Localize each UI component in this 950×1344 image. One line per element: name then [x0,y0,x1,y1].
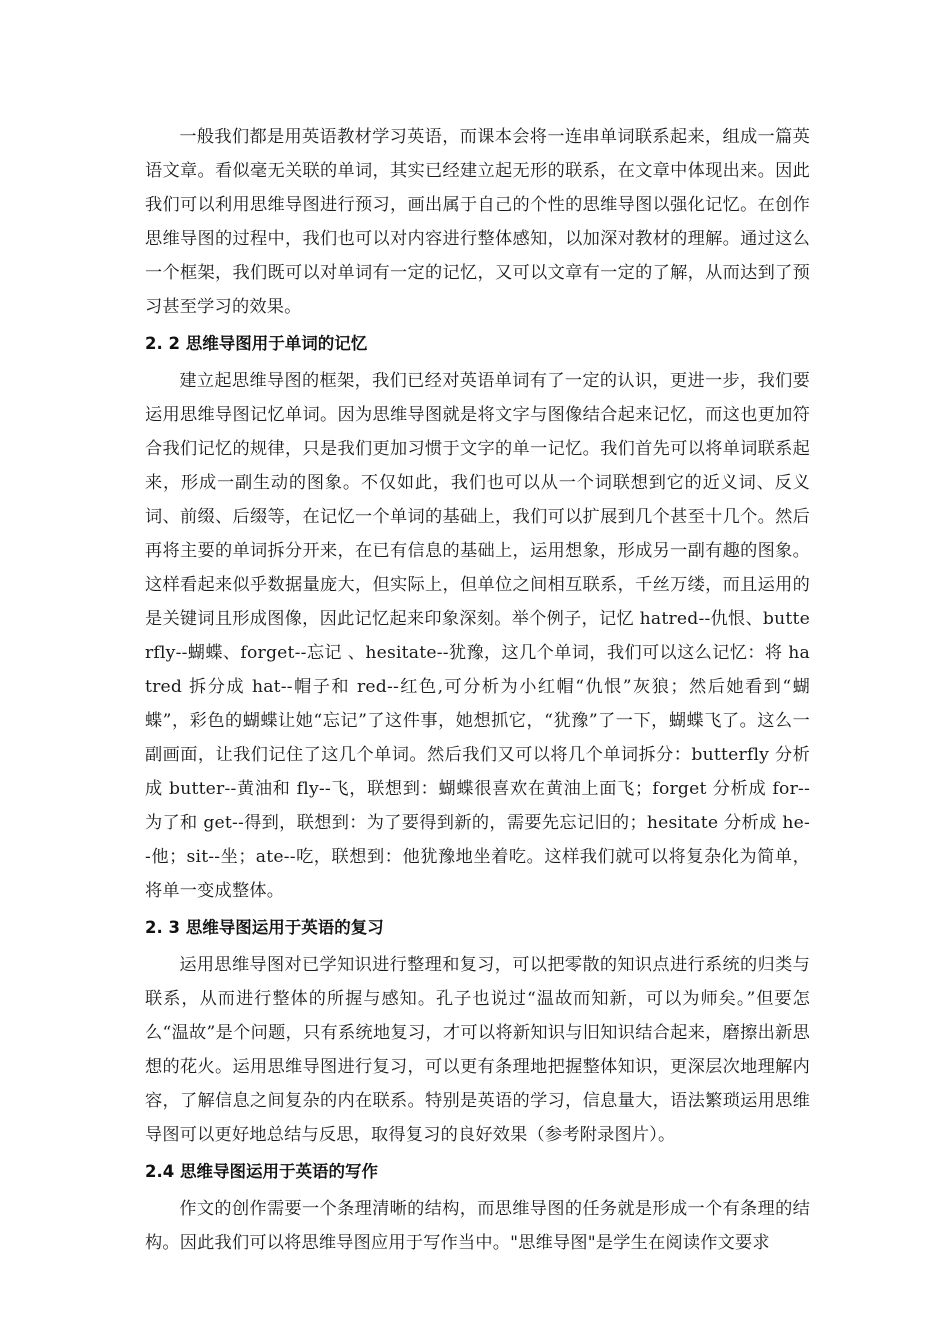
document-body [145,120,810,1260]
paragraph-word-memory: 建立起思维导图的框架，我们已经对英语单词有了一定的认识，更进一步，我们要运用思维导图记忆单词。因为思维导图就是将文字与图像结合起来记忆，而这也更加符合我们记忆的规律，只是我们更加习惯于文字的单一记忆。我们首先可以将单词联系起来，形成一副生动的图象。不仅如此，我们也可以从一个词联想到它的近义词、反义词、前缀、后缀等，在记忆一个单词的基础上，我们可以扩展到几个甚至十几个。然后再将主要的单词拆分开来，在已有信息的基础上，运用想象，形成另一副有趣的图象。这样看起来似乎数据量庞大，但实际上，但单位之间相互联系，千丝万缕，而且运用的是关键词且形成图像，因此记忆起来印象深刻。举个例子，记忆 hatred--仇恨、butterfly--蝴蝶、forget--忘记 、hesitate--犹豫，这几个单词，我们可以这么记忆：将 hatred 拆分成 hat--帽子和 red--红色,可分析为小红帽“仇恨”灰狼；然后她看到“蝴蝶”，彩色的蝴蝶让她“忘记”了这件事，她想抓它，“犹豫”了一下，蝴蝶飞了。这么一副画面，让我们记住了这几个单词。然后我们又可以将几个单词拆分：butterfly 分析成 butter--黄油和 fly--飞，联想到：蝴蝶很喜欢在黄油上面飞；forget 分析成 for--为了和 get--得到，联想到：为了要得到新的，需要先忘记旧的；hesitate 分析成 he--他；sit--坐；ate--吃，联想到：他犹豫地坐着吃。这样我们就可以将复杂化为简单，将单一变成整体。 [145,371,810,901]
section-heading-2-4: 2.4 思维导图运用于英语的写作 [145,1162,378,1181]
paragraph-writing: 作文的创作需要一个条理清晰的结构，而思维导图的任务就是形成一个有条理的结构。因此我们可以将思维导图应用于写作当中。"思维导图"是学生在阅读作文要求 [145,1199,810,1253]
paragraph-review: 运用思维导图对已学知识进行整理和复习，可以把零散的知识点进行系统的归类与联系，从而进行整体的所握与感知。孔子也说过“温故而知新，可以为师矣。”但要怎么“温故”是个问题，只有系统地复习，才可以将新知识与旧知识结合起来，磨擦出新思想的花火。运用思维导图进行复习，可以更有条理地把握整体知识，更深层次地理解内容，了解信息之间复杂的内在联系。特别是英语的学习，信息量大，语法繁琐运用思维导图可以更好地总结与反思，取得复习的良好效果（参考附录图片）。 [145,955,810,1145]
section-heading-2-3: 2. 3 思维导图运用于英语的复习 [145,918,384,937]
section-heading-2-2: 2. 2 思维导图用于单词的记忆 [145,334,368,353]
paragraph-preview-mindmap: 一般我们都是用英语教材学习英语，而课本会将一连串单词联系起来，组成一篇英语文章。看似毫无关联的单词，其实已经建立起无形的联系，在文章中体现出来。因此我们可以利用思维导图进行预习，画出属于自己的个性的思维导图以强化记忆。在创作思维导图的过程中，我们也可以对内容进行整体感知，以加深对教材的理解。通过这么一个框架，我们既可以对单词有一定的记忆，又可以文章有一定的了解，从而达到了预习甚至学习的效果。 [145,127,810,317]
